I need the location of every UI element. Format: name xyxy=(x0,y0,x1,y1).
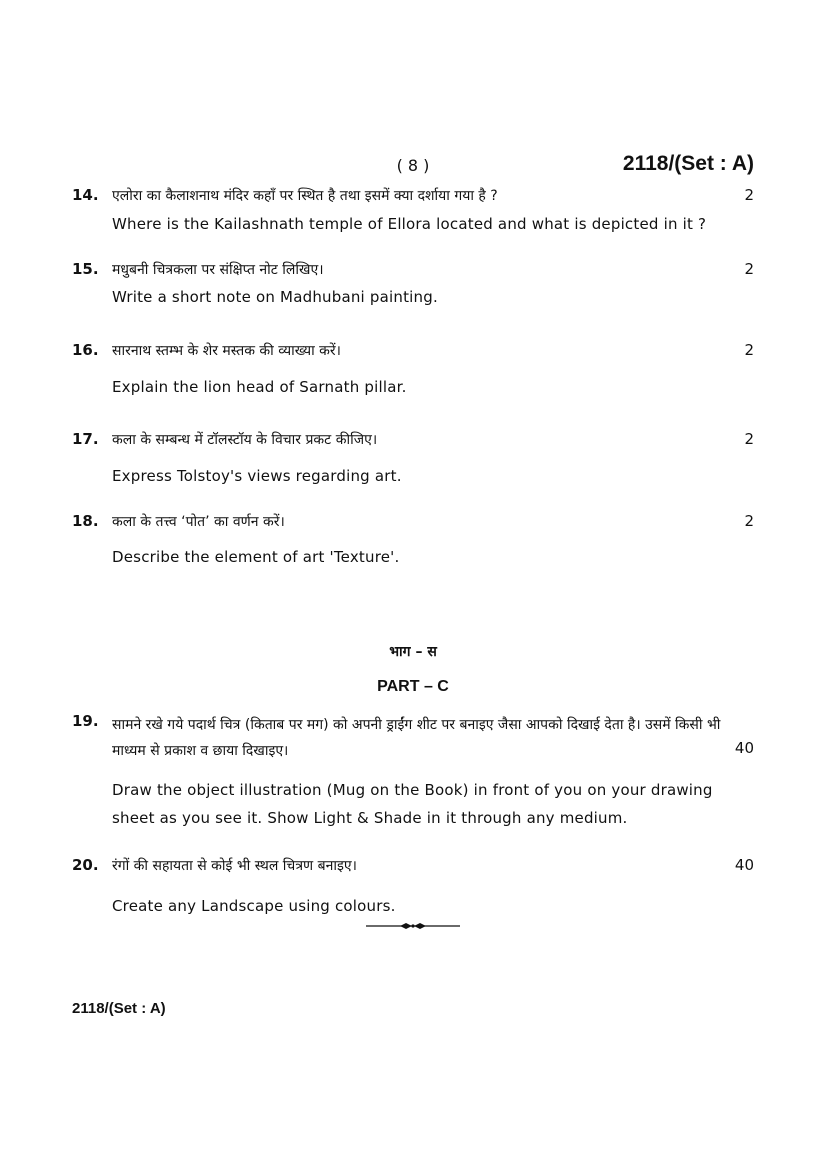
question-number: 18. xyxy=(72,512,99,530)
question-text-english: Explain the lion head of Sarnath pillar. xyxy=(112,378,407,396)
question-number: 15. xyxy=(72,260,99,278)
question-text-english: Create any Landscape using colours. xyxy=(112,897,396,915)
question-number: 14. xyxy=(72,186,99,204)
question-marks: 40 xyxy=(734,739,754,757)
question-text-hindi: कला के सम्बन्ध में टॉलस्टॉय के विचार प्रकट कीजिए। xyxy=(112,432,378,448)
question-marks: 2 xyxy=(744,260,754,278)
question-marks: 2 xyxy=(744,341,754,359)
question-number: 17. xyxy=(72,430,99,448)
question-text-english: Write a short note on Madhubani painting. xyxy=(112,288,438,306)
question-text-hindi: रंगों की सहायता से कोई भी स्थल चित्रण बनाइए। xyxy=(112,858,357,874)
question-number: 19. xyxy=(72,712,99,730)
question-marks: 2 xyxy=(744,512,754,530)
question-text-english: Describe the element of art 'Texture'. xyxy=(112,548,400,566)
question-text-english: Where is the Kailashnath temple of Ellora located and what is depicted in it ? xyxy=(112,215,707,233)
end-ornament xyxy=(366,920,460,932)
question-text-hindi: मधुबनी चित्रकला पर संक्षिप्त नोट लिखिए। xyxy=(112,262,324,278)
page-number: ( 8 ) xyxy=(396,156,430,175)
question-marks: 40 xyxy=(734,856,754,874)
section-heading-hindi: भाग – स xyxy=(389,644,437,660)
paper-code-footer: 2118/(Set : A) xyxy=(72,1000,166,1017)
question-text-hindi: एलोरा का कैलाशनाथ मंदिर कहाँ पर स्थित है तथा इसमें क्या दर्शाया गया है ? xyxy=(112,188,498,204)
question-marks: 2 xyxy=(744,430,754,448)
paper-code-header: 2118/(Set : A) xyxy=(622,152,754,175)
question-text-hindi: सारनाथ स्तम्भ के शेर मस्तक की व्याख्या करें। xyxy=(112,343,341,359)
question-text-english: Express Tolstoy's views regarding art. xyxy=(112,467,402,485)
question-marks: 2 xyxy=(744,186,754,204)
question-number: 16. xyxy=(72,341,99,359)
question-text-english: Draw the object illustration (Mug on the Book) in front of you on your drawing sheet as you see it. Show Light & Shade in it through any medium. xyxy=(112,781,713,827)
section-heading-english: PART – C xyxy=(377,678,449,695)
question-text-hindi: कला के तत्त्व ‘पोत’ का वर्णन करें। xyxy=(112,514,285,530)
question-number: 20. xyxy=(72,856,99,874)
question-text-hindi: सामने रखे गये पदार्थ चित्र (किताब पर मग) को अपनी ड्राईंग शीट पर बनाइए जैसा आपको दिखाई देता है। उसमें किसी भी माध्यम से प्रकाश व छाया दिखाइए। xyxy=(112,717,721,759)
